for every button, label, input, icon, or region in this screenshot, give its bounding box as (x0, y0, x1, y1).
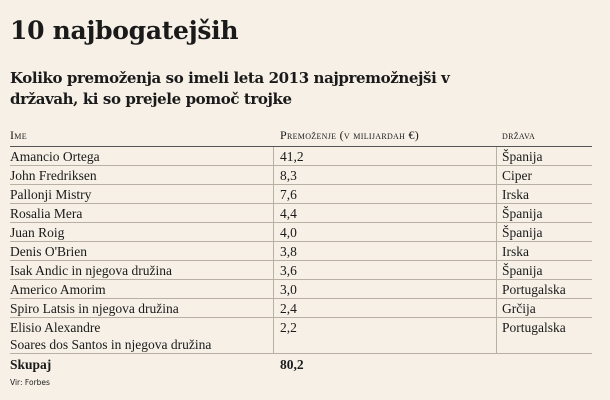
table-row (10, 261, 592, 280)
header-name: Ime (10, 128, 27, 142)
table-header (10, 124, 592, 147)
table-row (10, 185, 592, 204)
cell-name: Juan Roig (10, 225, 65, 240)
cell-name: John Fredriksen (10, 168, 97, 183)
cell-country: Španija (502, 225, 543, 240)
table-row (10, 223, 592, 242)
cell-country: Španija (502, 206, 543, 221)
wealth-table (10, 124, 592, 374)
cell-country: Irska (502, 187, 529, 202)
cell-country: Ciper (502, 168, 532, 183)
cell-name: Elisio Alexandre (10, 320, 101, 335)
cell-wealth: 3,6 (280, 263, 297, 278)
header-country: država (502, 128, 536, 142)
source-note: Vir: Forbes (10, 378, 50, 387)
total-row (10, 354, 592, 374)
cell-name-line2: Soares dos Santos in njegova družina (10, 337, 212, 352)
header-wealth: Premoženje (v milijardah €) (280, 128, 420, 142)
cell-wealth: 2,4 (280, 301, 297, 316)
cell-country: Portugalska (502, 320, 566, 335)
total-label: Skupaj (10, 357, 52, 372)
cell-wealth: 3,8 (280, 244, 297, 259)
cell-wealth: 3,0 (280, 282, 297, 297)
cell-country: Španija (502, 263, 543, 278)
page-title: 10 najbogatejših (10, 16, 239, 45)
cell-name: Amancio Ortega (10, 149, 100, 164)
cell-name: Denis O'Brien (10, 244, 88, 259)
cell-country: Irska (502, 244, 529, 259)
table-row (10, 299, 592, 318)
cell-name: Americo Amorim (10, 282, 106, 297)
table-row (10, 166, 592, 185)
infographic (10, 0, 592, 400)
table-row (10, 147, 592, 166)
cell-wealth: 4,0 (280, 225, 297, 240)
table-row (10, 318, 592, 354)
total-wealth: 80,2 (280, 357, 304, 372)
cell-name: Isak Andic in njegova družina (10, 263, 172, 278)
cell-country: Španija (502, 149, 543, 164)
cell-country: Grčija (502, 301, 536, 316)
cell-country: Portugalska (502, 282, 566, 297)
cell-wealth: 2,2 (280, 320, 297, 335)
cell-name: Pallonji Mistry (10, 187, 92, 202)
cell-wealth: 8,3 (280, 168, 297, 183)
table-row (10, 204, 592, 223)
cell-name: Spiro Latsis in njegova družina (10, 301, 179, 316)
table-row (10, 280, 592, 299)
cell-wealth: 7,6 (280, 187, 297, 202)
cell-wealth: 41,2 (280, 149, 304, 164)
cell-name: Rosalia Mera (10, 206, 83, 221)
table-row (10, 242, 592, 261)
cell-wealth: 4,4 (280, 206, 297, 221)
subtitle: Koliko premoženja so imeli leta 2013 najpremožnejši v državah, ki so prejele pomoč trojke (10, 69, 450, 108)
